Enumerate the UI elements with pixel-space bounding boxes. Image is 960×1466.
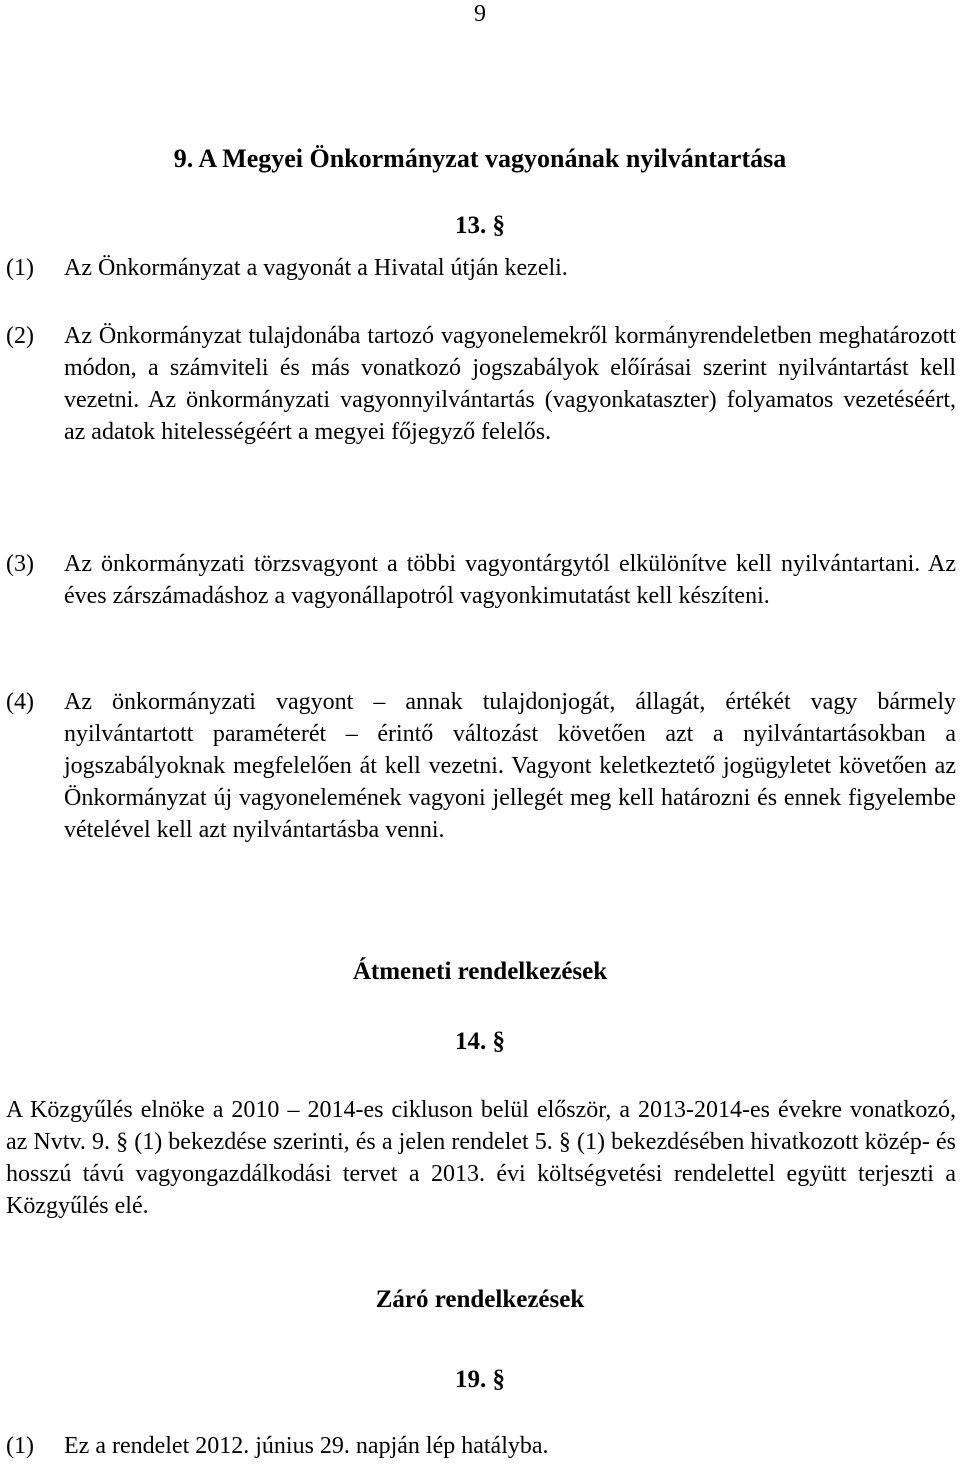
- chapter-title: 9. A Megyei Önkormányzat vagyonának nyilvántartása: [173, 144, 787, 173]
- paragraph-text: Az önkormányzati törzsvagyont a többi vagyontárgytól elkülönítve kell nyilvántartani. Az éves zárszámadáshoz a vagyonállapotról vagyonkimutatást kell készíteni.: [64, 551, 956, 609]
- paragraph-13-4: [6, 686, 956, 846]
- paragraph-number: (2): [6, 323, 34, 349]
- paragraph-13-1: [6, 252, 956, 284]
- paragraph-number: (3): [6, 551, 34, 577]
- closing-heading: Záró rendelkezések: [375, 1286, 585, 1313]
- paragraph-13-3: [6, 548, 956, 612]
- paragraph-number: (4): [6, 689, 34, 715]
- section-19-number: 19. §: [455, 1366, 505, 1393]
- paragraph-19-1: [6, 1430, 956, 1462]
- paragraph-13-2: [6, 320, 956, 448]
- paragraph-text: Az Önkormányzat a vagyonát a Hivatal útján kezeli.: [64, 255, 568, 281]
- paragraph-text: Ez a rendelet 2012. június 29. napján lép hatályba.: [64, 1433, 549, 1459]
- section-14-text: A Közgyűlés elnöke a 2010 – 2014-es cikluson belül először, a 2013-2014-es évekre vonatkozó, az Nvtv. 9. § (1) bekezdése szerinti, és a jelen rendelet 5. § (1) bekezdésében hivatkozott közép- és hosszú távú vagyongazdálkodási tervet a 2013. évi költségvetési rendelettel együtt terjeszti a Közgyűlés elé.: [6, 1097, 956, 1219]
- paragraph-number: (1): [6, 255, 34, 281]
- paragraph-text: Az önkormányzati vagyont – annak tulajdonjogát, állagát, értékét vagy bármely nyilvántartott paraméterét – érintő változást követően azt a nyilvántartásokban a jogszabályoknak megfelelően át kell vezetni. Vagyont keletkeztető jogügyletet követően az Önkormányzat új vagyonelemének vagyoni jellegét meg kell határozni és ennek figyelembe vételével kell azt nyilvántartásba venni.: [64, 689, 956, 843]
- section-14-number: 14. §: [455, 1028, 505, 1055]
- section-13-number: 13. §: [455, 212, 505, 239]
- paragraph-number: (1): [6, 1433, 34, 1459]
- paragraph-text: Az Önkormányzat tulajdonába tartozó vagyonelemekről kormányrendeletben meghatározott módon, a számviteli és más vonatkozó jogszabályok előírásai szerint nyilvántartást kell vezetni. Az önkormányzati vagyonnyilvántartás (vagyonkataszter) folyamatos vezetéséért, az adatok hitelességéért a megyei főjegyző felelős.: [64, 323, 956, 445]
- page-number: 9: [474, 1, 486, 27]
- transitional-heading: Átmeneti rendelkezések: [352, 958, 608, 985]
